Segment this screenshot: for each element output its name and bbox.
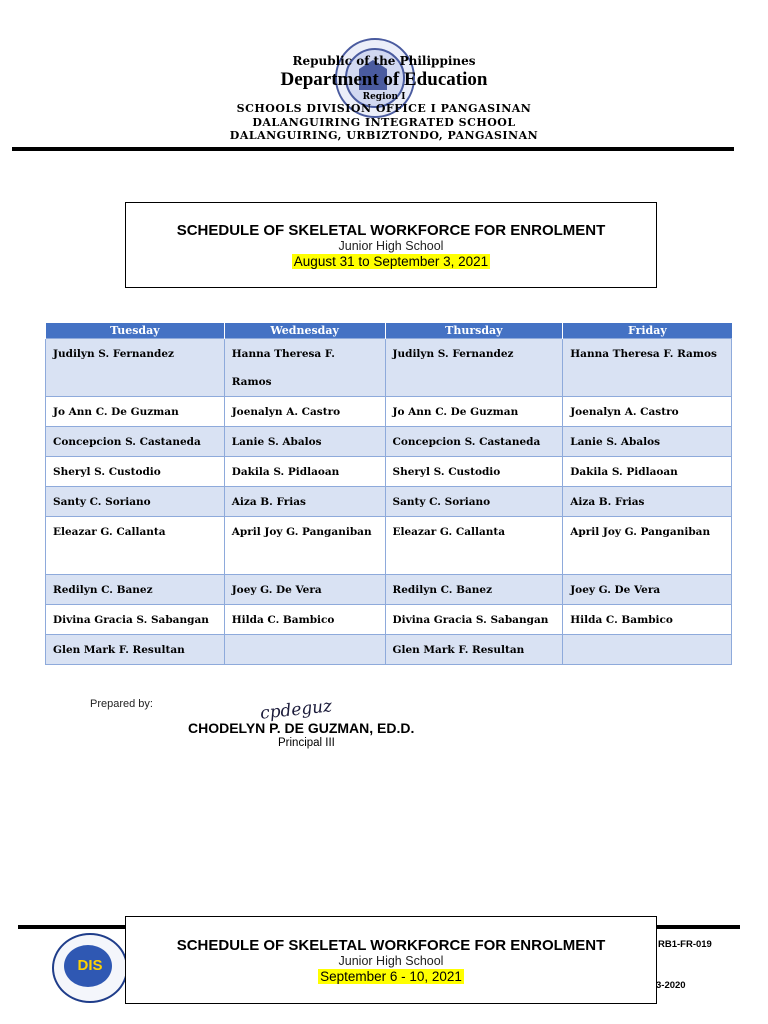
table-cell: Santy C. Soriano xyxy=(46,487,225,517)
form-code: RB1-FR-019 xyxy=(658,939,712,950)
table-header-row xyxy=(46,323,732,339)
table-cell: April Joy G. Panganiban xyxy=(563,517,732,575)
signatory-name: CHODELYN P. DE GUZMAN, ED.D. xyxy=(188,720,415,736)
table-cell: Jo Ann C. De Guzman xyxy=(46,397,225,427)
table-cell: Concepcion S. Castaneda xyxy=(46,427,225,457)
header-region: Region I xyxy=(362,92,406,102)
table-cell: Santy C. Soriano xyxy=(385,487,563,517)
table-cell: Sheryl S. Custodio xyxy=(385,457,563,487)
table-cell: Judilyn S. Fernandez xyxy=(385,339,563,397)
table-cell: Joenalyn A. Castro xyxy=(563,397,732,427)
schedule-table xyxy=(45,323,732,665)
table-cell: Jo Ann C. De Guzman xyxy=(385,397,563,427)
table-cell: Redilyn C. Banez xyxy=(46,575,225,605)
table-cell: Lanie S. Abalos xyxy=(563,427,732,457)
table-cell: Dakila S. Pidlaoan xyxy=(563,457,732,487)
table-cell: Hilda C. Bambico xyxy=(563,605,732,635)
schedule-title: SCHEDULE OF SKELETAL WORKFORCE FOR ENROLMENT xyxy=(176,222,606,239)
table-row xyxy=(46,397,732,427)
header-division: SCHOOLS DIVISION OFFICE I PANGASINAN xyxy=(236,102,532,115)
table-cell: Concepcion S. Castaneda xyxy=(385,427,563,457)
schedule-date-range: August 31 to September 3, 2021 xyxy=(293,254,489,269)
table-cell: Aiza B. Frias xyxy=(563,487,732,517)
schedule-title-box-2 xyxy=(125,916,657,1004)
table-row xyxy=(46,457,732,487)
table-cell: Eleazar G. Callanta xyxy=(385,517,563,575)
table-cell: Hilda C. Bambico xyxy=(224,605,385,635)
schedule-subtitle: Junior High School xyxy=(338,954,444,968)
table-cell: Glen Mark F. Resultan xyxy=(385,635,563,665)
column-header: Friday xyxy=(563,323,732,339)
header-department: Department of Education xyxy=(280,69,488,90)
table-row xyxy=(46,575,732,605)
column-header: Thursday xyxy=(385,323,563,339)
table-cell: Dakila S. Pidlaoan xyxy=(224,457,385,487)
table-row xyxy=(46,635,732,665)
table-cell: April Joy G. Panganiban xyxy=(224,517,385,575)
table-row xyxy=(46,339,732,397)
header-school: DALANGUIRING INTEGRATED SCHOOL xyxy=(252,115,516,129)
table-cell xyxy=(224,635,385,665)
table-row xyxy=(46,427,732,457)
header-address-block xyxy=(0,102,768,143)
table-cell: Joenalyn A. Castro xyxy=(224,397,385,427)
table-cell: Divina Gracia S. Sabangan xyxy=(46,605,225,635)
table-cell: Judilyn S. Fernandez xyxy=(46,339,225,397)
table-cell: Eleazar G. Callanta xyxy=(46,517,225,575)
table-cell: Joey G. De Vera xyxy=(224,575,385,605)
header-republic: Republic of the Philippines xyxy=(292,54,476,68)
schedule-date-range: September 6 - 10, 2021 xyxy=(320,969,462,984)
handwritten-signature: cpdeguz xyxy=(259,696,333,724)
school-logo-icon xyxy=(52,933,128,1003)
column-header: Tuesday xyxy=(46,323,225,339)
table-cell: Joey G. De Vera xyxy=(563,575,732,605)
table-cell: Sheryl S. Custodio xyxy=(46,457,225,487)
schedule-title-box xyxy=(125,202,657,288)
header-address: DALANGUIRING, URBIZTONDO, PANGASINAN xyxy=(229,129,539,142)
prepared-by-label: Prepared by: xyxy=(90,698,153,710)
table-cell: Aiza B. Frias xyxy=(224,487,385,517)
table-cell: Glen Mark F. Resultan xyxy=(46,635,225,665)
table-cell: Hanna Theresa F. Ramos xyxy=(563,339,732,397)
table-cell xyxy=(563,635,732,665)
table-cell: Lanie S. Abalos xyxy=(224,427,385,457)
table-cell: Divina Gracia S. Sabangan xyxy=(385,605,563,635)
table-row xyxy=(46,605,732,635)
table-cell: Redilyn C. Banez xyxy=(385,575,563,605)
table-cell: Hanna Theresa F. Ramos xyxy=(224,339,385,397)
form-date-code: 3-2020 xyxy=(656,980,686,991)
column-header: Wednesday xyxy=(224,323,385,339)
signatory-position: Principal III xyxy=(278,737,335,749)
header-rule xyxy=(12,147,734,151)
table-row xyxy=(46,487,732,517)
schedule-title: SCHEDULE OF SKELETAL WORKFORCE FOR ENROLMENT xyxy=(176,937,606,954)
schedule-subtitle: Junior High School xyxy=(338,239,444,253)
school-logo-text: DIS xyxy=(77,957,103,974)
table-row xyxy=(46,517,732,575)
